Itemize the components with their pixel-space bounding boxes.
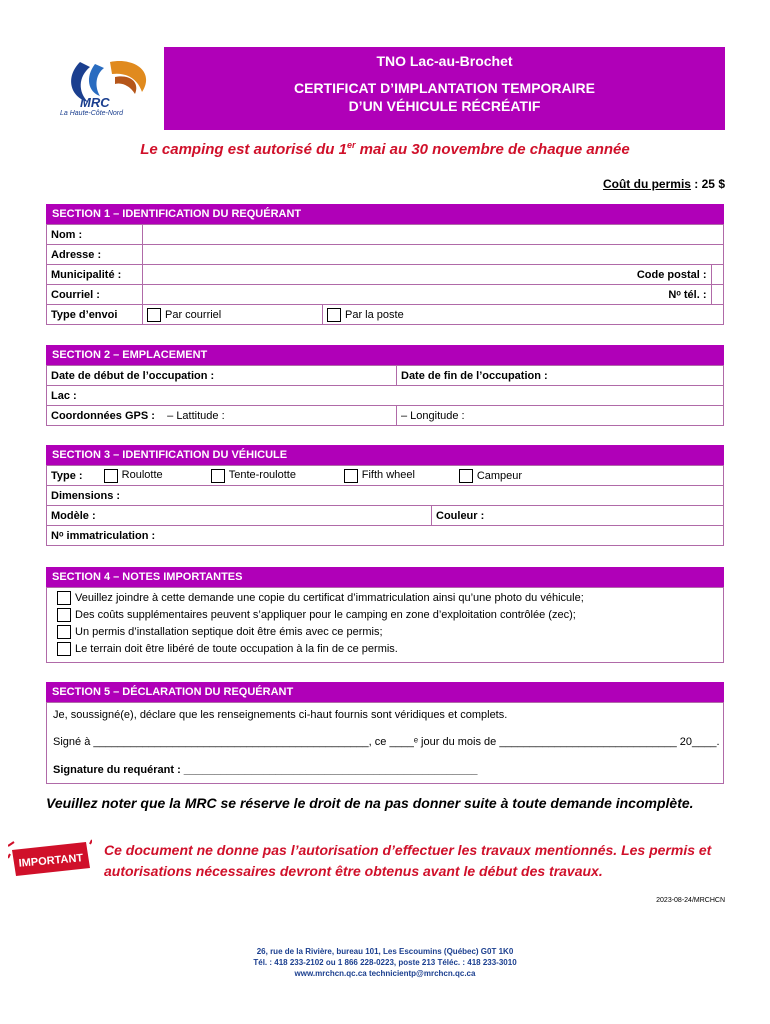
note-item	[47, 590, 723, 607]
adresse-label: Adresse :	[47, 245, 143, 265]
note-checkbox[interactable]	[57, 625, 71, 639]
footer-web[interactable]: www.mrchcn.qc.ca technicientp@mrchcn.qc.ca	[294, 969, 476, 978]
cost-value: : 25 $	[690, 177, 725, 191]
fifth-wheel-label: Fifth wheel	[361, 469, 415, 482]
gps-row	[47, 406, 397, 426]
subtitle-sup: er	[346, 140, 356, 150]
roulotte-label: Roulotte	[121, 469, 163, 482]
title-line-1: CERTIFICAT D’IMPLANTATION TEMPORAIRE	[294, 80, 595, 96]
signed-at-line[interactable]: Signé à _____________________________________________, ce ____ᵉ jour du mois de _____________________________ 20____.	[53, 736, 720, 748]
date-debut-label: Date de début de l’occupation :	[47, 366, 397, 386]
organization-name: TNO Lac-au-Brochet	[376, 53, 513, 69]
note-item	[47, 624, 723, 641]
checkbox-poste[interactable]	[327, 308, 341, 322]
footer	[0, 946, 770, 979]
latitude-label: – Lattitude :	[167, 409, 225, 422]
note-checkbox[interactable]	[57, 591, 71, 605]
immatriculation-label: Nᵒ immatriculation :	[47, 526, 724, 546]
municipalite-label: Municipalité :	[47, 265, 143, 285]
subtitle-part-a: Le camping est autorisé du 1	[140, 141, 347, 158]
par-poste-label: Par la poste	[345, 308, 404, 321]
important-badge-icon	[8, 838, 92, 880]
nom-label: Nom :	[47, 225, 143, 245]
checkbox-roulotte[interactable]	[104, 469, 118, 483]
checkbox-courriel[interactable]	[147, 308, 161, 322]
subtitle-part-b: mai au 30 novembre de chaque année	[355, 141, 630, 158]
important-badge-text: IMPORTANT	[18, 852, 84, 870]
incomplete-warning: Veuillez noter que la MRC se réserve le droit de na pas donner suite à toute demande incomplète.	[46, 795, 694, 811]
document-reference: 2023-08-24/MRCHCN	[656, 897, 725, 904]
lac-label: Lac :	[47, 386, 724, 406]
tel-label: Nᵒ tél. :	[143, 285, 712, 305]
section3-table	[46, 465, 724, 546]
type-label: Type :	[51, 469, 83, 482]
important-notice: Ce document ne donne pas l’autorisation d’effectuer les travaux mentionnés. Les permis et autorisations nécessaires devront être obtenus avant le début des travaux.	[104, 842, 712, 879]
declaration-box	[46, 702, 724, 784]
code-postal-field[interactable]	[711, 265, 724, 285]
document-title	[164, 79, 725, 115]
option-poste[interactable]	[323, 305, 724, 325]
longitude-cell[interactable]	[397, 406, 724, 426]
logo-text: MRC	[80, 95, 110, 110]
option-courriel[interactable]	[143, 305, 323, 325]
gps-label: Coordonnées GPS :	[51, 409, 155, 422]
type-envoi-label: Type d’envoi	[47, 305, 143, 325]
title-banner	[164, 47, 725, 130]
note-item	[47, 641, 723, 658]
date-fin-label: Date de fin de l’occupation :	[397, 366, 724, 386]
section5-header: SECTION 5 – DÉCLARATION DU REQUÉRANT	[46, 682, 724, 702]
type-row	[47, 466, 724, 486]
section2-table	[46, 365, 724, 426]
note-text: Des coûts supplémentaires peuvent s’appliquer pour le camping en zone d’exploitation contrôlée (zec);	[75, 609, 576, 621]
longitude-label: – Longitude :	[401, 409, 465, 422]
note-checkbox[interactable]	[57, 608, 71, 622]
footer-phone: Tél. : 418 233-2102 ou 1 866 228-0223, poste 213 Téléc. : 418 233-3010	[253, 958, 517, 967]
section3-header: SECTION 3 – IDENTIFICATION DU VÉHICULE	[46, 445, 724, 465]
campeur-label: Campeur	[476, 469, 523, 482]
logo-subtext: La Haute-Côte-Nord	[60, 110, 124, 117]
declaration-text: Je, soussigné(e), déclare que les renseignements ci-haut fournis sont véridiques et complets.	[53, 709, 508, 721]
note-item	[47, 607, 723, 624]
checkbox-fifth-wheel[interactable]	[344, 469, 358, 483]
checkbox-tente-roulotte[interactable]	[211, 469, 225, 483]
checkbox-campeur[interactable]	[459, 469, 473, 483]
section1-header: SECTION 1 – IDENTIFICATION DU REQUÉRANT	[46, 204, 724, 224]
par-courriel-label: Par courriel	[165, 308, 222, 321]
modele-label: Modèle :	[47, 506, 432, 526]
signature-line[interactable]: Signature du requérant : ________________________________________________	[53, 764, 478, 776]
code-postal-label: Code postal :	[143, 265, 712, 285]
nom-field[interactable]	[143, 225, 724, 245]
couleur-label: Couleur :	[432, 506, 724, 526]
courriel-label: Courriel :	[47, 285, 143, 305]
permit-cost	[603, 177, 725, 191]
notes-box	[46, 587, 724, 663]
section1-table	[46, 224, 724, 325]
tel-field[interactable]	[711, 285, 724, 305]
dimensions-label: Dimensions :	[47, 486, 724, 506]
note-text: Le terrain doit être libéré de toute occupation à la fin de ce permis.	[75, 643, 398, 655]
cost-label: Coût du permis	[602, 177, 691, 191]
footer-address: 26, rue de la Rivière, bureau 101, Les Escoumins (Québec) G0T 1K0	[256, 947, 514, 956]
title-line-2: D’UN VÉHICULE RÉCRÉATIF	[348, 98, 541, 114]
tente-roulotte-label: Tente-roulotte	[228, 469, 296, 482]
section4-header: SECTION 4 – NOTES IMPORTANTES	[46, 567, 724, 587]
note-text: Un permis d’installation septique doit être émis avec ce permis;	[75, 626, 383, 638]
note-checkbox[interactable]	[57, 642, 71, 656]
section2-header: SECTION 2 – EMPLACEMENT	[46, 345, 724, 365]
note-text: Veuillez joindre à cette demande une copie du certificat d’immatriculation ainsi qu’une photo du véhicule;	[75, 592, 584, 604]
camping-period	[0, 140, 770, 158]
adresse-field[interactable]	[143, 245, 724, 265]
